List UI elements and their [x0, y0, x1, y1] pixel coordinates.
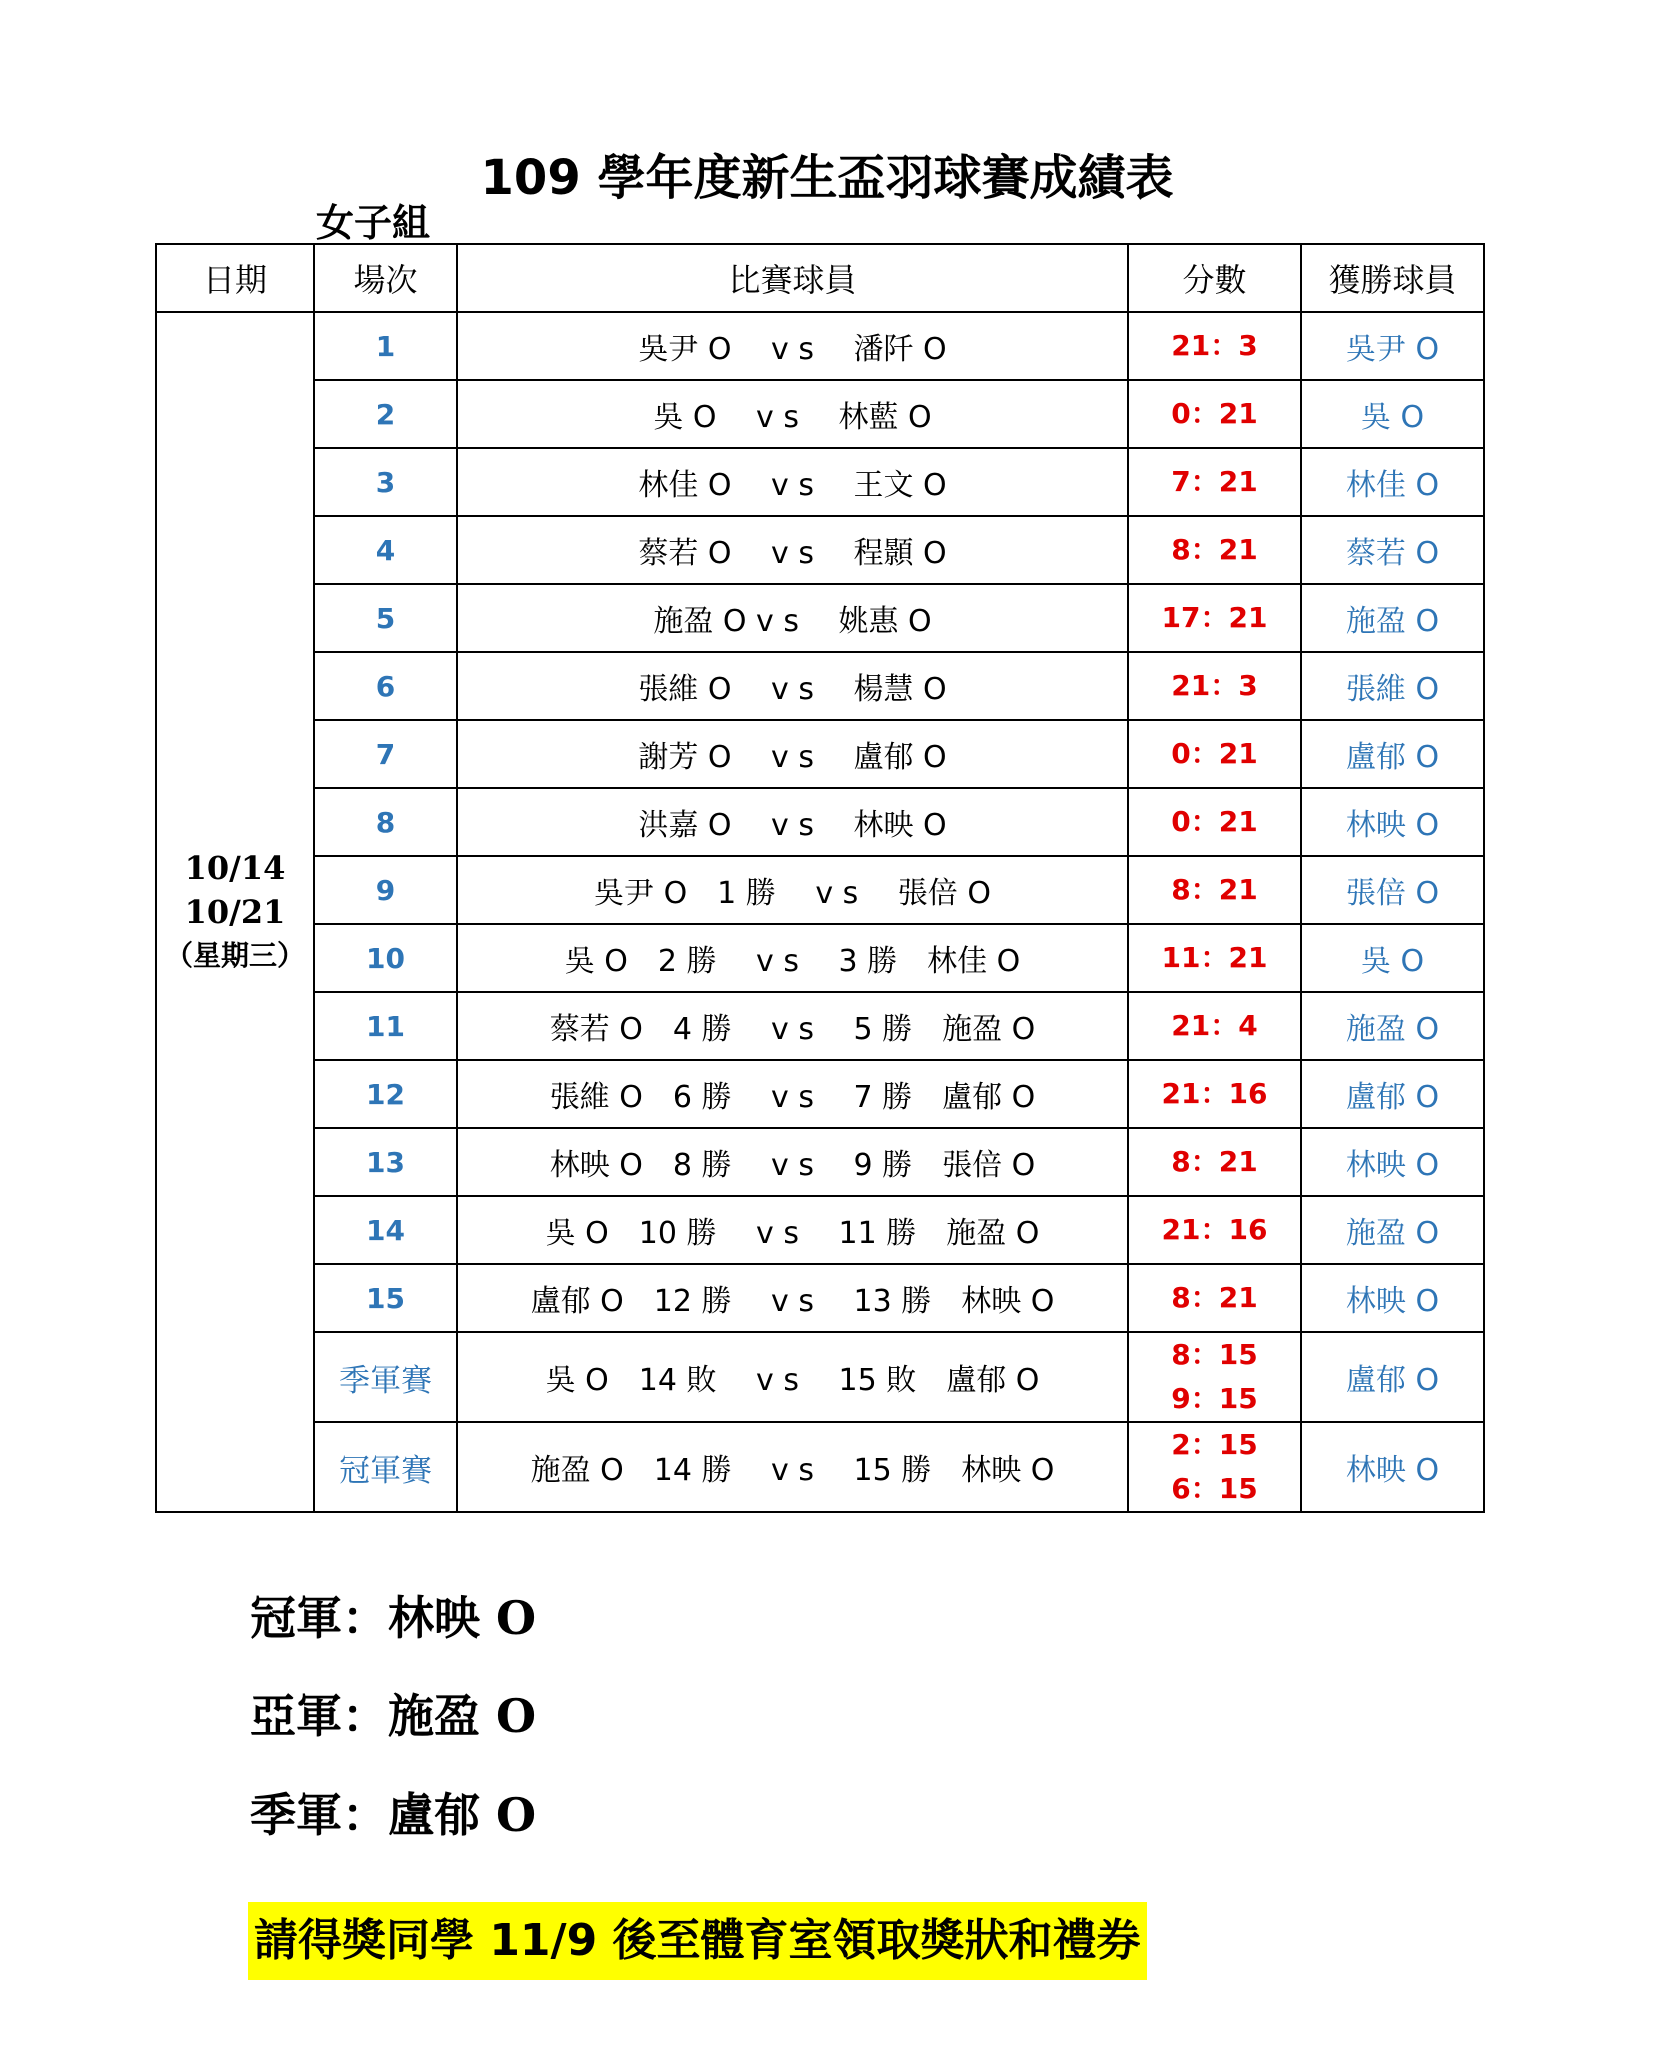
- champion-line: 冠軍：林映 O: [250, 1591, 537, 1645]
- match-row: [156, 652, 1484, 720]
- score-cell: [1128, 448, 1301, 516]
- winner-cell: 吳 O: [1301, 380, 1484, 448]
- score-cell: [1128, 380, 1301, 448]
- score-value: 21：3: [1171, 329, 1258, 362]
- match-row: [156, 1196, 1484, 1264]
- header-date: 日期: [156, 244, 314, 312]
- page-title: 109 學年度新生盃羽球賽成績表: [480, 150, 1174, 206]
- match-list: [156, 312, 1484, 1512]
- winner-cell: 林佳 O: [1301, 448, 1484, 516]
- players-cell: 吳 O 2 勝 v s 3 勝 林佳 O: [457, 924, 1128, 992]
- score-value: 8：21: [1171, 1281, 1258, 1314]
- score-cell: [1128, 516, 1301, 584]
- match-row: [156, 1060, 1484, 1128]
- match-row: [156, 856, 1484, 924]
- score-cell: [1128, 1264, 1301, 1332]
- date-cell: [156, 312, 314, 1512]
- round-cell: 14: [314, 1196, 457, 1264]
- round-cell: 1: [314, 312, 457, 380]
- date-line-2: 10/21: [184, 893, 286, 931]
- score-value: 0：21: [1171, 397, 1258, 430]
- header-score: 分數: [1128, 244, 1301, 312]
- header-winner: 獲勝球員: [1301, 244, 1484, 312]
- winner-cell: 盧郁 O: [1301, 1332, 1484, 1422]
- score-value: 21：4: [1171, 1009, 1258, 1042]
- winner-cell: 林映 O: [1301, 1264, 1484, 1332]
- winner-cell: 施盈 O: [1301, 992, 1484, 1060]
- score-cell: [1128, 312, 1301, 380]
- match-row: [156, 720, 1484, 788]
- match-row: [156, 1264, 1484, 1332]
- winner-cell: 張維 O: [1301, 652, 1484, 720]
- players-cell: 吳 O v s 林藍 O: [457, 380, 1128, 448]
- players-cell: 蔡若 O 4 勝 v s 5 勝 施盈 O: [457, 992, 1128, 1060]
- score-cell: [1128, 924, 1301, 992]
- award-notice: 請得獎同學 11/9 後至體育室領取獎狀和禮券: [248, 1902, 1147, 1980]
- players-cell: 施盈 O v s 姚惠 O: [457, 584, 1128, 652]
- match-row: [156, 1332, 1484, 1422]
- winner-cell: 吳 O: [1301, 924, 1484, 992]
- round-cell: 11: [314, 992, 457, 1060]
- match-row: [156, 584, 1484, 652]
- match-row: [156, 992, 1484, 1060]
- score-cell: [1128, 1422, 1301, 1512]
- players-cell: 吳尹 O v s 潘阡 O: [457, 312, 1128, 380]
- score-cell: [1128, 1128, 1301, 1196]
- score-cell: [1128, 652, 1301, 720]
- winner-cell: 施盈 O: [1301, 584, 1484, 652]
- weekday-label: （星期三）: [164, 939, 305, 972]
- round-cell: 10: [314, 924, 457, 992]
- match-row: [156, 448, 1484, 516]
- round-cell: 15: [314, 1264, 457, 1332]
- winner-cell: 林映 O: [1301, 1128, 1484, 1196]
- round-cell: 6: [314, 652, 457, 720]
- group-label: 女子組: [316, 200, 431, 245]
- winner-cell: 蔡若 O: [1301, 516, 1484, 584]
- score-cell: [1128, 856, 1301, 924]
- score-value: 0：21: [1171, 805, 1258, 838]
- players-cell: 施盈 O 14 勝 v s 15 勝 林映 O: [457, 1422, 1128, 1512]
- header-round: 場次: [314, 244, 457, 312]
- match-row: [156, 312, 1484, 380]
- score-cell: [1128, 720, 1301, 788]
- winner-cell: 吳尹 O: [1301, 312, 1484, 380]
- round-cell: 3: [314, 448, 457, 516]
- round-cell: 8: [314, 788, 457, 856]
- players-cell: 張維 O 6 勝 v s 7 勝 盧郁 O: [457, 1060, 1128, 1128]
- players-cell: 張維 O v s 楊慧 O: [457, 652, 1128, 720]
- round-cell: 12: [314, 1060, 457, 1128]
- winner-cell: 林映 O: [1301, 1422, 1484, 1512]
- score-value: 17：21: [1161, 601, 1268, 634]
- winner-cell: 張倍 O: [1301, 856, 1484, 924]
- players-cell: 林佳 O v s 王文 O: [457, 448, 1128, 516]
- match-row: [156, 516, 1484, 584]
- players-cell: 林映 O 8 勝 v s 9 勝 張倍 O: [457, 1128, 1128, 1196]
- results-table: [155, 243, 1485, 1513]
- players-cell: 洪嘉 O v s 林映 O: [457, 788, 1128, 856]
- score-value: 9：15: [1171, 1382, 1258, 1415]
- round-cell: 5: [314, 584, 457, 652]
- score-value: 8：21: [1171, 533, 1258, 566]
- score-value: 7：21: [1171, 465, 1258, 498]
- match-row: [156, 380, 1484, 448]
- players-cell: 吳尹 O 1 勝 v s 張倍 O: [457, 856, 1128, 924]
- round-cell: 13: [314, 1128, 457, 1196]
- score-cell: [1128, 584, 1301, 652]
- score-value: 2：15: [1171, 1428, 1258, 1461]
- score-value: 21：16: [1161, 1077, 1268, 1110]
- score-value: 21：16: [1161, 1213, 1268, 1246]
- third-place-line: 季軍：盧郁 O: [250, 1788, 537, 1842]
- score-cell: [1128, 1332, 1301, 1422]
- header-players: 比賽球員: [457, 244, 1128, 312]
- round-cell: 2: [314, 380, 457, 448]
- players-cell: 盧郁 O 12 勝 v s 13 勝 林映 O: [457, 1264, 1128, 1332]
- score-cell: [1128, 788, 1301, 856]
- players-cell: 蔡若 O v s 程顥 O: [457, 516, 1128, 584]
- winner-cell: 盧郁 O: [1301, 720, 1484, 788]
- round-cell: 4: [314, 516, 457, 584]
- score-value: 0：21: [1171, 737, 1258, 770]
- header-row: [156, 244, 1484, 312]
- round-cell: 9: [314, 856, 457, 924]
- players-cell: 吳 O 14 敗 v s 15 敗 盧郁 O: [457, 1332, 1128, 1422]
- winner-cell: 林映 O: [1301, 788, 1484, 856]
- score-value: 21：3: [1171, 669, 1258, 702]
- players-cell: 吳 O 10 勝 v s 11 勝 施盈 O: [457, 1196, 1128, 1264]
- round-cell: 季軍賽: [314, 1332, 457, 1422]
- score-cell: [1128, 992, 1301, 1060]
- score-value: 11：21: [1161, 941, 1268, 974]
- match-row: [156, 1422, 1484, 1512]
- score-value: 6：15: [1171, 1472, 1258, 1505]
- match-row: [156, 924, 1484, 992]
- score-value: 8：15: [1171, 1338, 1258, 1371]
- players-cell: 謝芳 O v s 盧郁 O: [457, 720, 1128, 788]
- score-value: 8：21: [1171, 873, 1258, 906]
- match-row: [156, 788, 1484, 856]
- winner-cell: 盧郁 O: [1301, 1060, 1484, 1128]
- score-cell: [1128, 1196, 1301, 1264]
- score-value: 8：21: [1171, 1145, 1258, 1178]
- match-row: [156, 1128, 1484, 1196]
- date-line-1: 10/14: [184, 849, 286, 887]
- runner-up-line: 亞軍：施盈 O: [250, 1689, 537, 1743]
- round-cell: 冠軍賽: [314, 1422, 457, 1512]
- score-cell: [1128, 1060, 1301, 1128]
- round-cell: 7: [314, 720, 457, 788]
- winner-cell: 施盈 O: [1301, 1196, 1484, 1264]
